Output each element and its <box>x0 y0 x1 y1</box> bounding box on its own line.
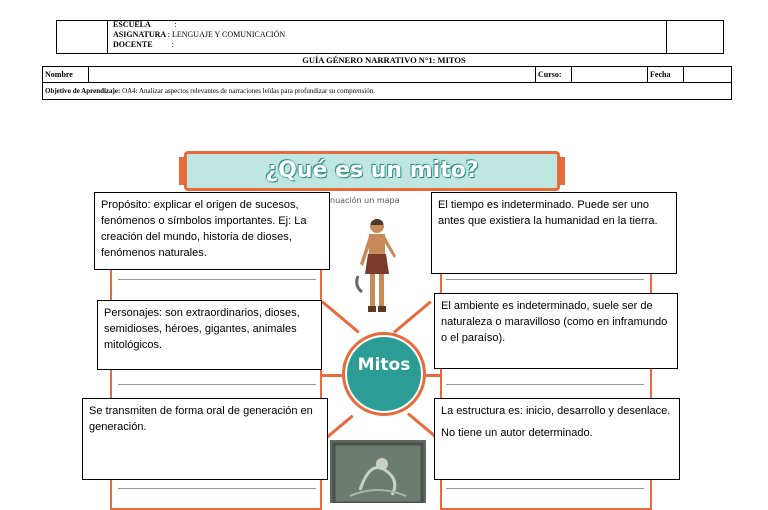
docente-value: : <box>171 40 174 49</box>
estructura-text: La estructura es: inicio, desarrollo y desenlace. <box>441 405 671 417</box>
asignatura-label: ASIGNATURA <box>113 30 166 39</box>
answer-line <box>118 488 316 489</box>
fecha-label: Fecha <box>648 67 684 82</box>
infographic-title: ¿Qué es un mito? <box>265 158 479 183</box>
header-right-cell <box>666 20 724 54</box>
objetivo-label: Objetivo de Aprendizaje: <box>45 87 121 95</box>
tiempo-box <box>431 192 677 274</box>
nombre-field[interactable] <box>89 67 536 82</box>
objetivo-text: OA4: Analizar aspectos relevantes de narraciones leídas para profundizar su comprensión. <box>120 87 375 95</box>
answer-line <box>118 279 316 280</box>
answer-line <box>118 384 316 385</box>
transmision-text: Se transmiten de forma oral de generación en generación. <box>89 405 313 433</box>
personajes-text: Personajes: son extraordinarios, dioses, semidioses, héroes, gigantes, animales mitológicos. <box>104 307 300 351</box>
curso-label: Curso: <box>536 67 572 82</box>
objetivo-row <box>42 83 732 100</box>
personajes-box <box>97 300 322 370</box>
docente-label: DOCENTE <box>113 40 153 49</box>
estructura-box <box>434 398 680 480</box>
sea-creature-icon <box>330 440 426 503</box>
asignatura-value: : LENGUAJE Y COMUNICACIÓN <box>167 30 286 39</box>
hero-figure-icon <box>354 216 400 320</box>
escuela-label: ESCUELA <box>113 20 151 29</box>
nombre-label: Nombre <box>43 67 89 82</box>
proposito-box <box>94 192 330 270</box>
docente-line <box>113 41 174 49</box>
transmision-box <box>82 398 328 480</box>
escuela-value: : <box>174 20 177 29</box>
answer-line <box>446 384 644 385</box>
student-info-row <box>42 66 732 83</box>
ambiente-box <box>434 293 678 369</box>
autor-text: No tiene un autor determinado. <box>441 427 593 439</box>
asignatura-line <box>113 31 285 39</box>
school-logo-cell <box>56 20 108 54</box>
escuela-line <box>113 21 177 29</box>
infographic-subtitle: nuación un mapa <box>330 196 400 205</box>
tiempo-text: El tiempo es indeterminado. Puede ser uno antes que existiera la humanidad en la tierra. <box>438 199 658 227</box>
ambiente-text: El ambiente es indeterminado, suele ser de naturaleza o maravilloso (como en inframundo o el paraíso). <box>441 300 668 344</box>
proposito-text: Propósito: explicar el origen de sucesos, fenómenos o símbolos importantes. Ej: La creación del mundo, historia de dioses, fenómenos naturales. <box>101 199 307 259</box>
answer-line <box>446 488 644 489</box>
curso-field[interactable] <box>572 67 648 82</box>
answer-line <box>446 279 644 280</box>
guide-title: GUÍA GÉNERO NARRATIVO N°1: MITOS <box>302 55 466 65</box>
center-label: Mitos <box>357 355 411 375</box>
fecha-field[interactable] <box>684 67 731 82</box>
mythology-picture <box>330 440 426 503</box>
